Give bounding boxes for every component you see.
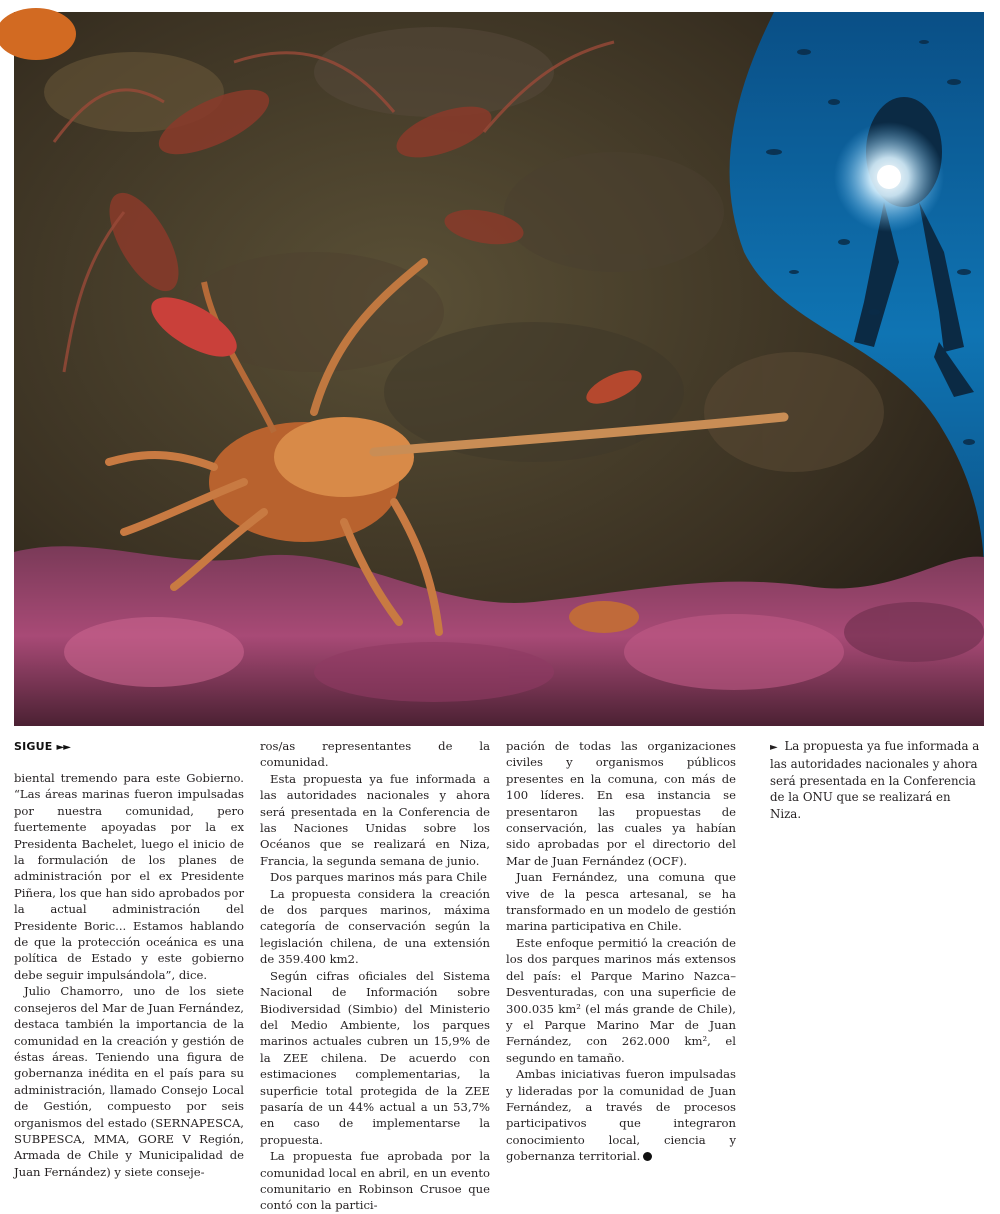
- double-arrow-icon: ►►: [56, 742, 70, 753]
- paragraph-final: Ambas iniciativas fueron impulsadas y lideradas por la comunidad de Juan Fernández, a través de procesos participativos que integraron conocimiento local, ciencia y gobernanza territorial.: [506, 1067, 736, 1164]
- article-column-2: [260, 738, 490, 1214]
- paragraph: pación de todas las organizaciones civiles y organismos públicos presentes en la comuna, con más de 100 líderes. En esa instancia se presentaron las propuestas de conservación, las cuales ya habían sido aprobadas por el directorio del Mar de Juan Fernández (OCF).: [506, 739, 736, 868]
- pull-quote: [770, 738, 985, 822]
- paragraph: La propuesta considera la creación de dos parques marinos, máxima categoría de conservación según la legislación chilena, de una extensión de 359.400 km2.: [260, 886, 490, 967]
- paragraph: Juan Fernández, una comuna que vive de la pesca artesanal, se ha transformado en un modelo de gestión marina participativa en Chile.: [506, 870, 736, 934]
- underwater-lobster-scene: [14, 12, 984, 726]
- paragraph: Esta propuesta ya fue informada a las autoridades nacionales y ahora será presentada en la Conferencia de las Naciones Unidas sobre los Océanos que se realizará en Niza, Francia, la segunda semana de junio.: [260, 771, 490, 868]
- end-of-article-icon: [643, 1152, 652, 1161]
- paragraph: Este enfoque permitió la creación de los dos parques marinos más extensos del país: el Parque Marino Nazca–Desventuradas, con una superficie de 300.035 km² (el más grande de Chile), y el Parque Marino Mar de Juan Fernández, con 262.000 km², el segundo en tamaño.: [506, 935, 736, 1065]
- article-column-3: [506, 738, 736, 1165]
- lead-photo: [14, 12, 984, 726]
- subheading: Dos parques marinos más para Chile: [270, 870, 488, 885]
- paragraph: ros/as representantes de la comunidad.: [260, 739, 490, 770]
- pull-quote-text: ► La propuesta ya fue informada a las autoridades nacionales y ahora será presentada en la Conferencia de la ONU que se realizará en Niza.: [770, 739, 980, 821]
- paragraph: Julio Chamorro, uno de los siete consejeros del Mar de Juan Fernández, destaca también la importancia de la comunidad en la creación y gestión de éstas áreas. Teniendo una figura de gobernanza inédita en el país para su administración, llamado Consejo Local de Gestión, compuesto por seis organismos del estado (SERNAPESCA, SUBPESCA, MMA, GORE V Región, Armada de Chile y Municipalidad de Juan Fernández) y siete conseje-: [14, 984, 244, 1179]
- paragraph: Según cifras oficiales del Sistema Nacional de Información sobre Biodiversidad (Simbio) del Ministerio del Medio Ambiente, los parques marinos actuales cubren un 15,9% de la ZEE chilena. De acuerdo con estimaciones complementarias, la superficie total protegida de la ZEE pasaría de un 44% actual a un 53,7% en caso de implementarse la propuesta.: [260, 968, 490, 1147]
- article-column-1: [14, 738, 244, 1180]
- paragraph: biental tremendo para este Gobierno. “Las áreas marinas fueron impulsadas por nuestra comunidad, pero fuertemente apoyadas por la ex Presidenta Bachelet, luego el inicio de la formulación de los planes de administración por el ex Presidente Piñera, los que han sido aprobados por la actual administración del Presidente Boric... Estamos hablando de que la protección oceánica es una política de Estado y este gobierno debe seguir impulsándola”, dice.: [14, 771, 244, 982]
- continued-label: SIGUE ►►: [14, 740, 70, 753]
- paragraph: La propuesta fue aprobada por la comunidad local en abril, en un evento comunitario en Robinson Crusoe que contó con la partici-: [260, 1149, 490, 1213]
- triangle-marker-icon: ►: [770, 742, 778, 753]
